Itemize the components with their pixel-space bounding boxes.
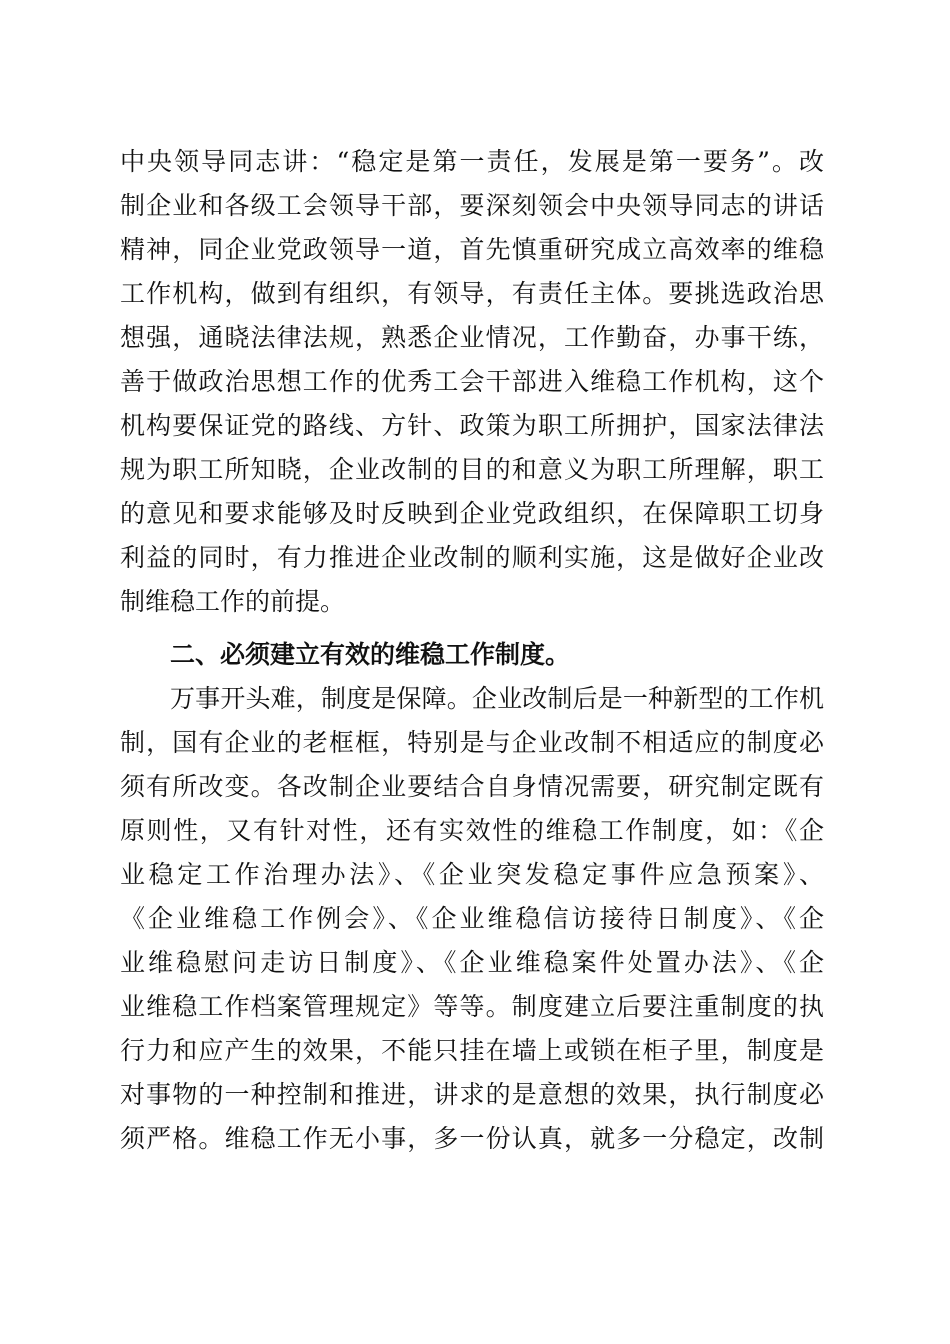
paragraph-line: 中央领导同志讲：“稳定是第一责任，发展是第一要务”。改	[120, 147, 824, 176]
paragraph-line: 《企业维稳工作例会》、《企业维稳信访接待日制度》、《企	[120, 904, 824, 933]
paragraph-line: 精神，同企业党政领导一道，首先慎重研究成立高效率的维稳	[120, 235, 824, 264]
paragraph-line: 原则性，又有针对性，还有实效性的维稳工作制度，如：《企	[120, 816, 824, 845]
paragraph-line: 须严格。维稳工作无小事，多一份认真，就多一分稳定，改制	[120, 1124, 824, 1153]
paragraph-line: 业维稳慰问走访日制度》、《企业维稳案件处置办法》、《企	[120, 948, 824, 977]
paragraph-line: 利益的同时，有力推进企业改制的顺利实施，这是做好企业改	[120, 543, 824, 572]
paragraph-line: 制维稳工作的前提。	[120, 587, 346, 616]
paragraph-line: 业稳定工作治理办法》、《企业突发稳定事件应急预案》、	[120, 860, 824, 889]
paragraph-line: 业维稳工作档案管理规定》等等。制度建立后要注重制度的执	[120, 992, 824, 1021]
paragraph-line: 的意见和要求能够及时反映到企业党政组织，在保障职工切身	[120, 499, 824, 528]
paragraph-line: 机构要保证党的路线、方针、政策为职工所拥护，国家法律法	[120, 411, 824, 440]
paragraph-line: 须有所改变。各改制企业要结合自身情况需要，研究制定既有	[120, 772, 824, 801]
paragraph-line: 工作机构，做到有组织，有领导，有责任主体。要挑选政治思	[120, 279, 824, 308]
section-heading: 二、必须建立有效的维稳工作制度。	[170, 640, 571, 669]
paragraph-line: 万事开头难，制度是保障。企业改制后是一种新型的工作机	[170, 684, 824, 713]
paragraph-line: 善于做政治思想工作的优秀工会干部进入维稳工作机构，这个	[120, 367, 824, 396]
paragraph-line: 制企业和各级工会领导干部，要深刻领会中央领导同志的讲话	[120, 191, 824, 220]
paragraph-line: 规为职工所知晓，企业改制的目的和意义为职工所理解，职工	[120, 455, 824, 484]
paragraph-line: 行力和应产生的效果，不能只挂在墙上或锁在柜子里，制度是	[120, 1036, 824, 1065]
paragraph-line: 对事物的一种控制和推进，讲求的是意想的效果，执行制度必	[120, 1080, 824, 1109]
paragraph-line: 想强，通晓法律法规，熟悉企业情况，工作勤奋，办事干练，	[120, 323, 824, 352]
paragraph-line: 制，国有企业的老框框，特别是与企业改制不相适应的制度必	[120, 728, 824, 757]
